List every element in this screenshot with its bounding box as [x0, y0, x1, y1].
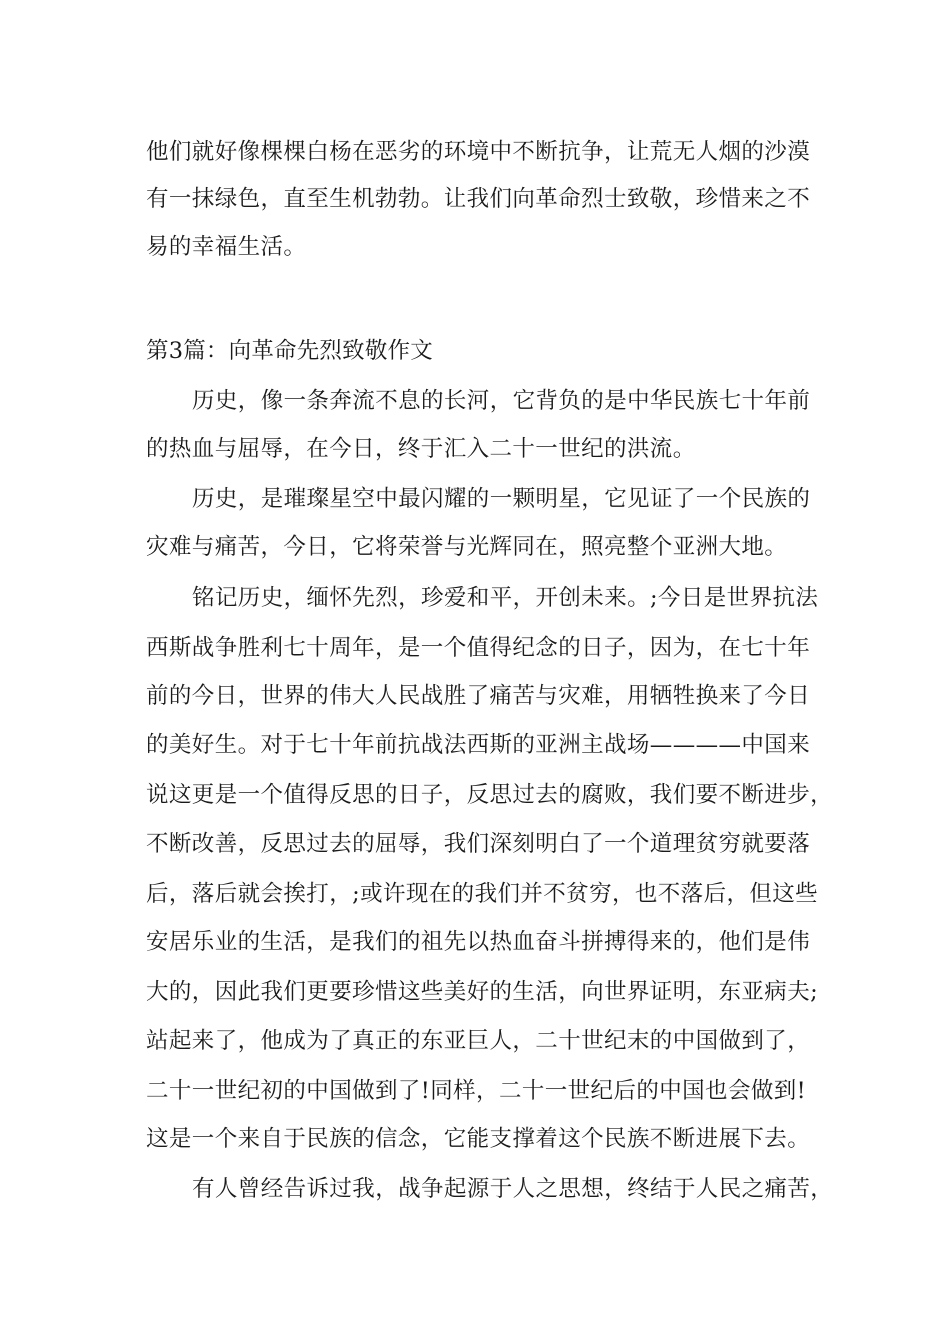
text-line: 灾难与痛苦，今日，它将荣誉与光辉同在，照亮整个亚洲大地。: [146, 534, 788, 560]
text-line: 前的今日，世界的伟大人民战胜了痛苦与灾难，用牺牲换来了今日: [146, 683, 811, 709]
text-line: 站起来了，他成为了真正的东亚巨人，二十世纪末的中国做到了，: [146, 1028, 811, 1054]
text-line: 的美好生。对于七十年前抗战法西斯的亚洲主战场————中国来: [146, 732, 811, 758]
text-line: 他们就好像棵棵白杨在恶劣的环境中不断抗争，让荒无人烟的沙漠: [146, 139, 811, 165]
text-line: 二十一世纪初的中国做到了!同样，二十一世纪后的中国也会做到!: [146, 1078, 807, 1104]
paragraph-first-line: 有人曾经告诉过我，战争起源于人之思想，终结于人民之痛苦，: [192, 1176, 834, 1202]
paragraph-first-line: 铭记历史，缅怀先烈，珍爱和平，开创未来。;今日是世界抗法: [192, 585, 819, 611]
paragraph-first-line: 历史，是璀璨星空中最闪耀的一颗明星，它见证了一个民族的: [192, 486, 811, 512]
text-line: 有一抹绿色，直至生机勃勃。让我们向革命烈士致敬，珍惜来之不: [146, 186, 811, 212]
text-line: 说这更是一个值得反思的日子，反思过去的腐败，我们要不断进步，: [146, 782, 834, 808]
paragraph-first-line: 历史，像一条奔流不息的长河，它背负的是中华民族七十年前: [192, 388, 811, 414]
text-line: 大的，因此我们更要珍惜这些美好的生活，向世界证明，东亚病夫;: [146, 979, 819, 1005]
text-line: 西斯战争胜利七十周年，是一个值得纪念的日子，因为，在七十年: [146, 635, 811, 661]
text-line: 易的幸福生活。: [146, 234, 307, 260]
text-line: 不断改善，反思过去的屈辱，我们深刻明白了一个道理贫穷就要落: [146, 831, 811, 857]
text-line: 后，落后就会挨打，;或许现在的我们并不贫穷，也不落后，但这些: [146, 881, 819, 907]
text-line: 安居乐业的生活，是我们的祖先以热血奋斗拼搏得来的，他们是伟: [146, 929, 811, 955]
text-line: 这是一个来自于民族的信念，它能支撑着这个民族不断进展下去。: [146, 1126, 811, 1152]
section-heading: 第3篇：向革命先烈致敬作文: [146, 338, 433, 364]
text-line: 的热血与屈辱，在今日，终于汇入二十一世纪的洪流。: [146, 436, 696, 462]
